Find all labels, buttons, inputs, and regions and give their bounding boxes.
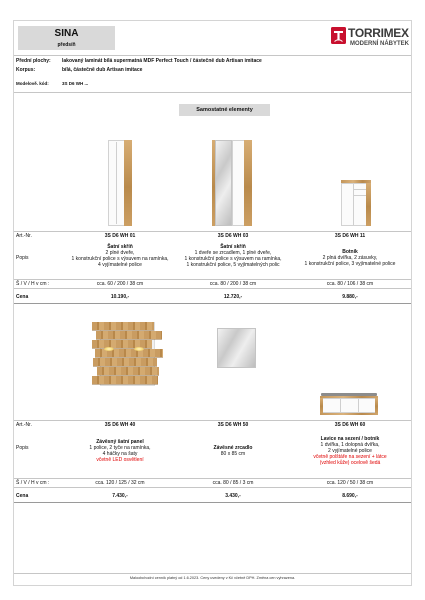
row-divider (14, 420, 411, 421)
dimensions-value: cca. 80 / 200 / 38 cm (209, 281, 257, 287)
description-note: včetně LED osvětlení (96, 457, 144, 463)
spec-value-model: 3S D6 WH ... (62, 81, 89, 86)
specs-divider (14, 92, 411, 93)
product-image-mirror-50 (217, 328, 256, 368)
footer-note: Maloobchodní cenník platný od 1.6.2023. Ceny uvedeny v Kč včetně DPH. Změna cen vyhrazena. (129, 576, 296, 580)
description-line: 1 konstrukční police s výsuvem na ramínka, (71, 256, 169, 262)
product-image-bench-60 (320, 393, 378, 415)
product-name: Šatní skříň (220, 244, 246, 250)
page-title: SINA (54, 28, 79, 39)
dimensions-value: cca. 80 / 85 / 3 cm (212, 480, 254, 486)
oak-slat (92, 322, 154, 330)
spec-label-model: Modelově. kód: (16, 81, 49, 86)
product-image-wardrobe-01 (108, 140, 132, 226)
oak-slat (93, 358, 157, 366)
section-divider (14, 502, 411, 503)
description-line: 1 konstrukční police, 3 vyjímatelné police (304, 261, 396, 267)
description-note: včetně polštáře na sezení + látce (313, 454, 387, 460)
dimensions-label: Š / V / H v cm : (16, 480, 50, 486)
product-image-shoe-cabinet-11 (341, 180, 371, 226)
description-line: 80 x 85 cm (220, 451, 246, 457)
product-description (64, 434, 176, 468)
description-line: 2 plné dveře, (105, 250, 135, 256)
drawer-line (353, 195, 366, 196)
door-split-line (116, 142, 117, 224)
art-number: 3S D6 WH 01 (104, 233, 136, 239)
product-image-wall-panel-40 (92, 322, 163, 386)
spec-value-front: lakovaný laminát bílá supermatná MDF Perfect Touch / částečně dub Artisan imitace (62, 58, 262, 64)
logo-brand: TORRIMEX (348, 26, 409, 40)
description-label: Popis (16, 255, 29, 261)
header-divider (14, 55, 411, 56)
product-description (294, 434, 406, 468)
art-number: 3S D6 WH 11 (334, 233, 366, 239)
oak-side-panel (320, 398, 323, 413)
price-value: 12.720,- (223, 294, 243, 300)
oak-slat (92, 376, 158, 384)
description-line: 1 police, 2 tyče na ramínka, (89, 445, 151, 451)
title-box (18, 26, 115, 50)
product-name: Šatní skříň (107, 244, 133, 250)
door-split-line (340, 399, 341, 412)
door-split-line (353, 184, 354, 225)
product-name: Lavice na sezení / botník (320, 436, 380, 442)
product-description (177, 434, 289, 468)
row-divider (14, 478, 411, 479)
spec-label-body: Korpus: (16, 67, 36, 73)
description-line: 1 konstrukční police, 5 vyjímatelných polic (186, 262, 280, 268)
row-divider (14, 487, 411, 488)
price-value: 9.880,- (342, 294, 358, 300)
art-label: Art.-Nr. (16, 422, 32, 428)
dimensions-value: cca. 120 / 125 / 32 cm (95, 480, 145, 486)
oak-slat (97, 367, 159, 375)
price-value: 7.430,- (112, 493, 128, 499)
dimensions-label: Š / V / H v cm : (16, 281, 50, 287)
art-label: Art.-Nr. (16, 233, 32, 239)
product-name: Botník (342, 249, 358, 255)
drawer-line (353, 189, 366, 190)
oak-slat (92, 340, 152, 348)
product-image-wardrobe-03 (212, 140, 252, 226)
footer-divider (14, 573, 411, 574)
dimensions-value: cca. 60 / 200 / 38 cm (96, 281, 144, 287)
description-line: 1 dveře se zrcadlem, 1 plné dveře, (194, 250, 272, 256)
row-divider (14, 231, 411, 232)
spec-value-body: bílá, částečně dub Artisan imitace (62, 67, 143, 73)
row-divider (14, 288, 411, 289)
mirror-door (215, 140, 232, 226)
price-label: Cena (16, 294, 29, 300)
description-note: (vzhled kůže) ocelově šedá (319, 460, 381, 466)
description-line: 1 dvířka, 1 dolopná dvířka, (320, 442, 380, 448)
led-light-icon (134, 347, 144, 351)
product-name: Závěsné zrcadlo (213, 445, 253, 451)
section-divider (14, 303, 411, 304)
price-value: 8.690,- (342, 493, 358, 499)
art-number: 3S D6 WH 50 (217, 422, 249, 428)
oak-slat (96, 331, 162, 339)
torrimex-logo-icon (331, 27, 346, 44)
bench-body (320, 398, 378, 413)
art-number: 3S D6 WH 60 (334, 422, 366, 428)
oak-side-panel (375, 398, 378, 413)
description-line: 4 vyjímatelné police (98, 262, 142, 268)
door-split-line (358, 399, 359, 412)
product-description (64, 242, 176, 270)
oak-side-panel (244, 140, 252, 226)
led-light-icon (104, 347, 114, 351)
row-divider (14, 279, 411, 280)
page-subtitle: předsíň (57, 42, 76, 48)
dimensions-value: cca. 120 / 50 / 38 cm (326, 480, 374, 486)
art-number: 3S D6 WH 40 (104, 422, 136, 428)
description-line: 4 háčky na šaty (102, 451, 138, 457)
description-line: 2 plná dvířka, 2 zásuvky, (322, 255, 378, 261)
oak-side-panel (366, 183, 371, 226)
product-description (177, 242, 289, 270)
description-line: 1 konstrukční police s výsuvem na ramínka, (184, 256, 282, 262)
logo-tagline: MODERNÍ NÁBYTEK (350, 41, 410, 47)
product-description (294, 244, 406, 272)
price-value: 10.190,- (110, 294, 130, 300)
oak-side-panel (124, 140, 132, 226)
oak-plinth (320, 413, 378, 415)
price-label: Cena (16, 493, 29, 499)
price-value: 3.430,- (225, 493, 241, 499)
description-line: 2 vyjímatelné police (328, 448, 372, 454)
description-label: Popis (16, 445, 29, 451)
spec-label-front: Přední plochy: (16, 58, 51, 64)
dimensions-value: cca. 80 / 106 / 38 cm (326, 281, 374, 287)
product-name: Závěsný šatní panel (96, 439, 144, 445)
art-number: 3S D6 WH 03 (217, 233, 249, 239)
section-title: Samostatné elementy (179, 104, 270, 116)
